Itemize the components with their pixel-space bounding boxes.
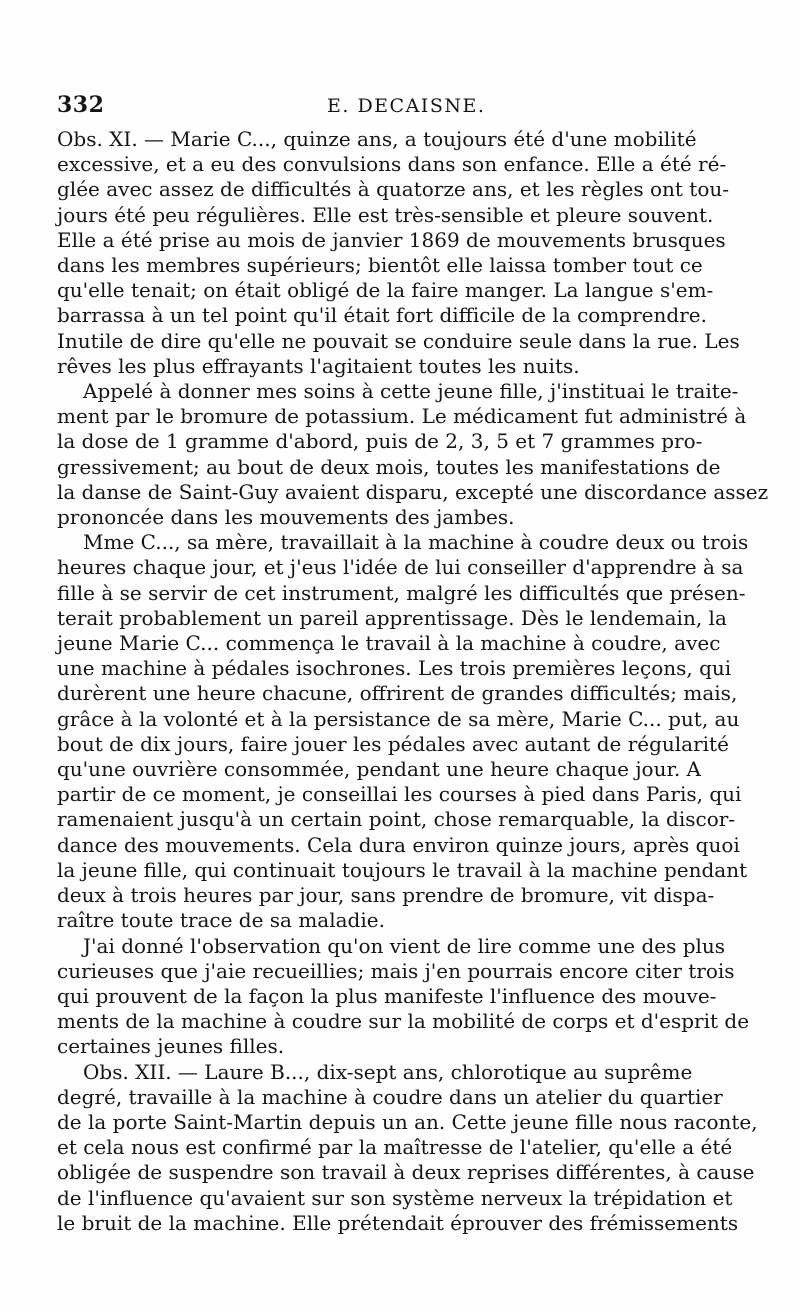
text-line: la dose de 1 gramme d'abord, puis de 2, 3, 5 et 7 grammes pro- [57, 429, 703, 454]
text-line: jours été peu régulières. Elle est très-sensible et pleure souvent. [57, 202, 714, 227]
paragraph-treatment [57, 379, 769, 530]
text-line: certaines jeunes filles. [57, 1034, 285, 1059]
paragraph-obs-xii [57, 1059, 758, 1236]
text-line: Obs. XI. — Marie C..., quinze ans, a toujours été d'une mobilité [57, 127, 697, 151]
text-line: glée avec assez de difficultés à quatorze ans, et les règles ont tou- [57, 177, 730, 202]
text-line: rêves les plus effrayants l'agitaient toutes les nuits. [57, 353, 580, 378]
text-line: degré, travaille à la machine à coudre dans un atelier du quartier [57, 1084, 723, 1109]
text-line: la jeune fille, qui continuait toujours le travail à la machine pendant [57, 857, 748, 882]
text-line: de l'influence qu'avaient sur son système nerveux la trépidation et [57, 1185, 733, 1210]
text-line: dance des mouvements. Cela dura environ quinze jours, après quoi [57, 832, 740, 857]
text-line: qu'une ouvrière consommée, pendant une heure chaque jour. A [57, 757, 702, 782]
running-head: E. DECAISNE. [327, 95, 486, 117]
text-line: le bruit de la machine. Elle prétendait éprouver des frémissements [57, 1210, 739, 1235]
text-line: Mme C..., sa mère, travaillait à la machine à coudre deux ou trois [83, 530, 749, 555]
paragraph-obs-xi [57, 127, 752, 379]
text-line: Appelé à donner mes soins à cette jeune fille, j'instituai le traite- [83, 379, 739, 404]
text-line: qui prouvent de la façon la plus manifeste l'influence des mouve- [57, 983, 717, 1008]
paragraph-sewing-machine [57, 530, 752, 933]
text-line: heures chaque jour, et j'eus l'idée de lui conseiller d'apprendre à sa [57, 555, 744, 580]
page-number: 332 [57, 92, 105, 118]
text-line: bout de dix jours, faire jouer les pédales avec autant de régularité [57, 731, 729, 756]
paragraph-observations [57, 934, 752, 1060]
text-line: ments de la machine à coudre sur la mobilité de corps et d'esprit de [57, 1009, 750, 1034]
text-line: J'ai donné l'observation qu'on vient de lire comme une des plus [83, 933, 726, 958]
text-line: deux à trois heures par jour, sans prendre de bromure, vit dispa- [57, 883, 715, 908]
text-line: durèrent une heure chacune, offrirent de grandes difficultés; mais, [57, 681, 738, 706]
text-line: ment par le bromure de potassium. Le médicament fut administré à [57, 404, 747, 429]
text-line: gressivement; au bout de deux mois, toutes les manifestations de [57, 454, 721, 479]
text-line: obligée de suspendre son travail à deux reprises différentes, à cause [57, 1160, 755, 1185]
text-line: partir de ce moment, je conseillai les courses à pied dans Paris, qui [57, 782, 742, 807]
text-line: jeune Marie C... commença le travail à la machine à coudre, avec [57, 631, 721, 656]
text-line: terait probablement un pareil apprentissage. Dès le lendemain, la [57, 605, 727, 630]
text-line: prononcée dans les mouvements des jambes. [57, 505, 515, 530]
text-line: grâce à la volonté et à la persistance de sa mère, Marie C... put, au [57, 706, 740, 731]
text-line: et cela nous est confirmé par la maîtresse de l'atelier, qu'elle a été [57, 1135, 733, 1160]
text-line: ramenaient jusqu'à un certain point, chose remarquable, la discor- [57, 807, 736, 832]
text-line: curieuses que j'aie recueillies; mais j'en pourrais encore citer trois [57, 958, 735, 983]
text-line: Obs. XII. — Laure B..., dix-sept ans, chlorotique au suprême [83, 1059, 693, 1084]
text-line: fille à se servir de cet instrument, malgré les difficultés que présen- [57, 580, 746, 605]
text-line: excessive, et a eu des convulsions dans son enfance. Elle a été ré- [57, 152, 727, 177]
page-header [57, 90, 757, 120]
text-line: raître toute trace de sa maladie. [57, 908, 385, 933]
text-line: une machine à pédales isochrones. Les trois premières leçons, qui [57, 656, 732, 681]
text-line: barrassa à un tel point qu'il était fort difficile de la comprendre. [57, 303, 707, 328]
text-line: de la porte Saint-Martin depuis un an. Cette jeune fille nous raconte, [57, 1109, 758, 1134]
text-line: dans les membres supérieurs; bientôt elle laissa tomber tout ce [57, 253, 703, 278]
body-text [57, 127, 769, 1236]
text-line: la danse de Saint-Guy avaient disparu, excepté une discordance assez [57, 479, 769, 504]
text-line: Inutile de dire qu'elle ne pouvait se conduire seule dans la rue. Les [57, 328, 740, 353]
text-line: Elle a été prise au mois de janvier 1869 de mouvements brusques [57, 227, 726, 252]
text-line: qu'elle tenait; on était obligé de la faire manger. La langue s'em- [57, 278, 714, 303]
